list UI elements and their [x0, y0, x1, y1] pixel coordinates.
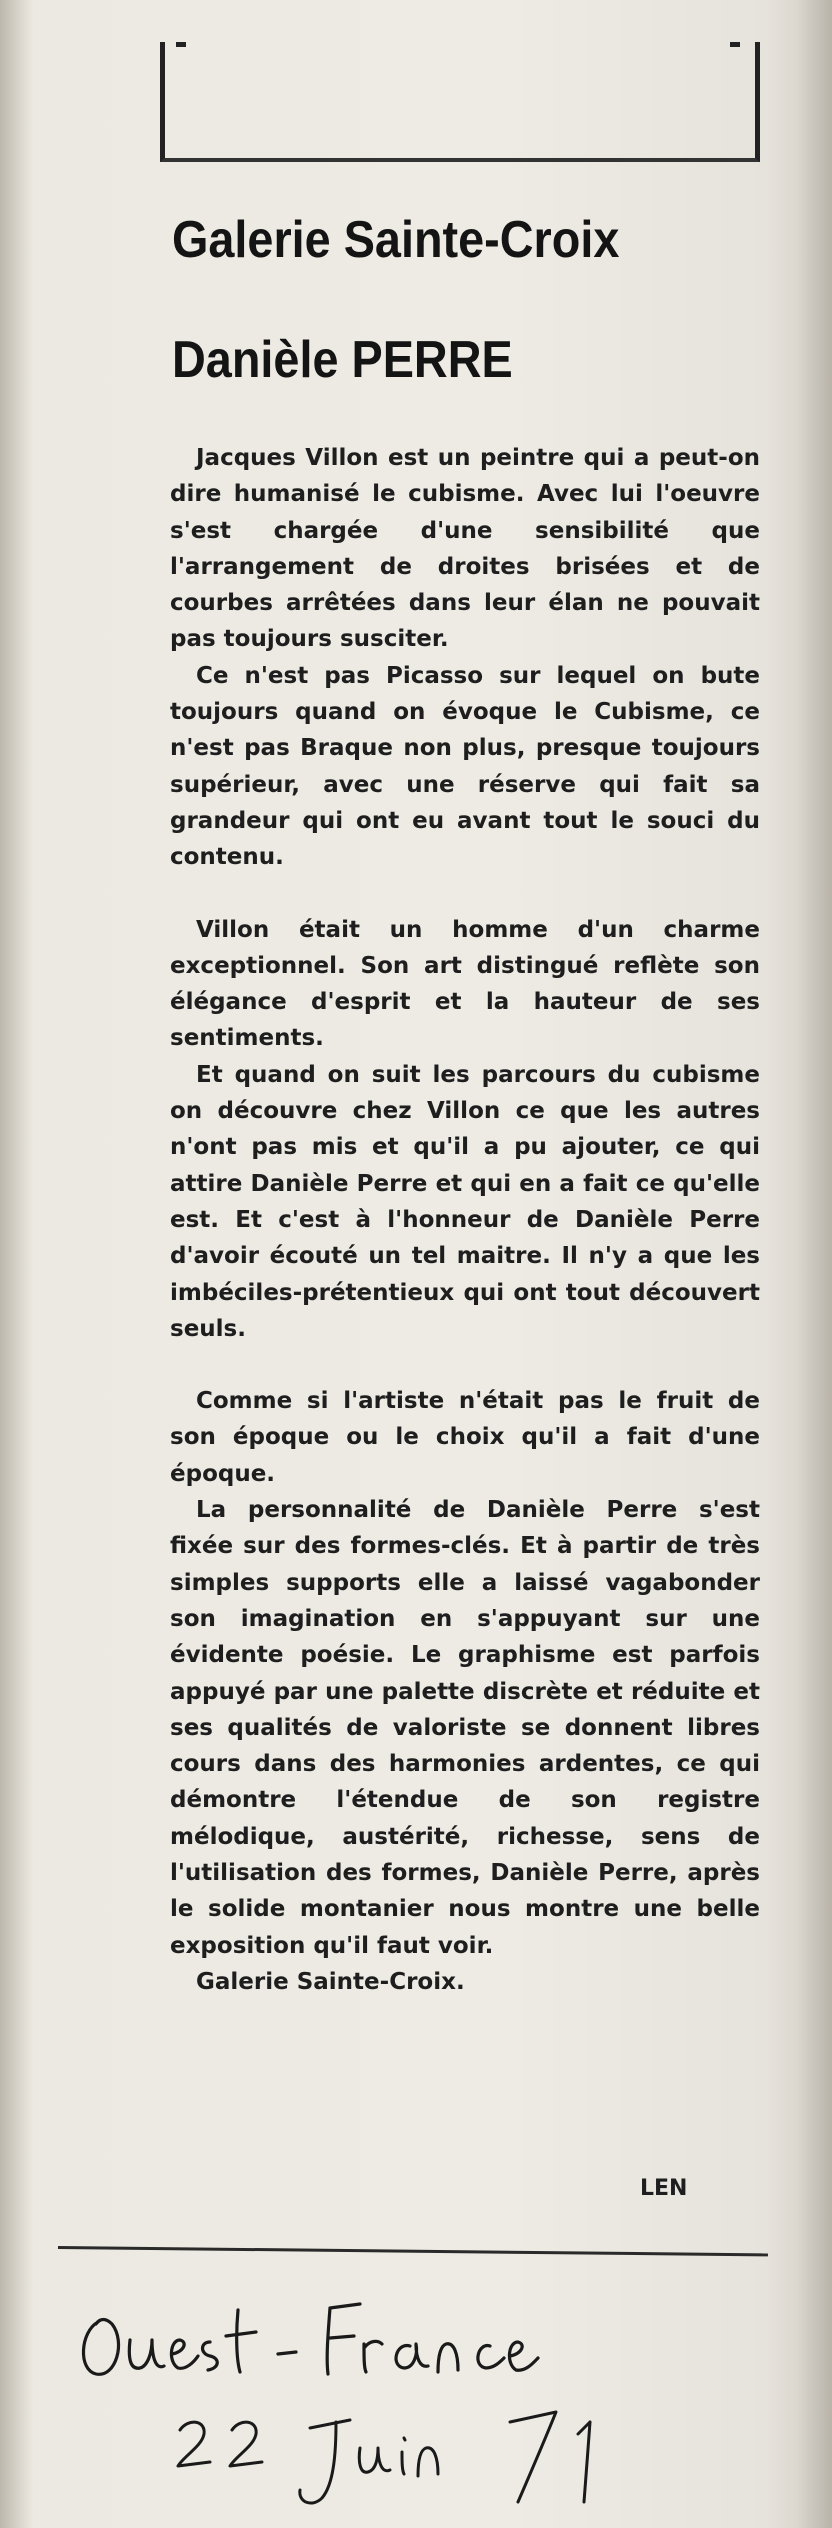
paragraph-closing: Galerie Sainte-Croix. — [196, 1968, 465, 1995]
paragraph: La personnalité de Danièle Perre s'est fixée sur des formes-clés. Et à partir de très simples supports elle a laissé vagabonder son imagination en s'appuyant sur une évidente poésie. Le graphisme est parfois appuyé par une palette discrète et réduite et ses qualités de valoriste se donnent libres cours dans des harmonies ardentes, ce qui démontre l'étendue de son registre mélodique, austérité, richesse, sens de l'utilisation des formes, Danièle Perre, après le solide montanier nous montre une belle exposition qu'il faut voir. — [170, 1497, 760, 1959]
frame-corner — [176, 42, 186, 47]
paragraph: Ce n'est pas Picasso sur lequel on bute toujours quand on évoque le Cubisme, ce n'est pas Braque non plus, presque toujours supérieur, avec une réserve qui fait sa grandeur qui ont eu avant tout le souci du contenu. — [170, 662, 760, 871]
handwritten-annotation — [60, 2262, 780, 2522]
article-body — [170, 440, 760, 2000]
header-frame — [160, 42, 760, 162]
article-subtitle: Danièle PERRE — [172, 331, 513, 389]
paragraph: Et quand on suit les parcours du cubisme on découvre chez Villon ce que les autres n'ont pas mis et qu'il a pu ajouter, ce qui attire Danièle Perre et qui en a fait ce qu'elle est. Et c'est à l'honneur de Danièle Perre d'avoir écouté un tel maitre. Il n'y a que les imbéciles-prétentieux qui ont tout découvert seuls. — [170, 1061, 760, 1342]
paper-edge — [796, 0, 832, 2528]
handwritten-date — [178, 2412, 590, 2503]
author-signature: LEN — [640, 2176, 688, 2201]
paragraph: Villon était un homme d'un charme exceptionnel. Son art distingué reflète son élégance d'esprit et la hauteur de ses sentiments. — [170, 916, 760, 1052]
handwritten-source — [83, 2304, 538, 2374]
paragraph: Jacques Villon est un peintre qui a peut-on dire humanisé le cubisme. Avec lui l'oeuvre s'est chargée d'une sensibilité que l'arrangement de droites brisées et de courbes arrêtées dans leur élan ne pouvait pas toujours susciter. — [170, 445, 760, 653]
frame-corner — [730, 42, 740, 47]
paragraph: Comme si l'artiste n'était pas le fruit de son époque ou le choix qu'il a fait d'une époque. — [170, 1388, 760, 1487]
divider-line — [58, 2246, 768, 2256]
article-title: Galerie Sainte-Croix — [172, 211, 620, 269]
